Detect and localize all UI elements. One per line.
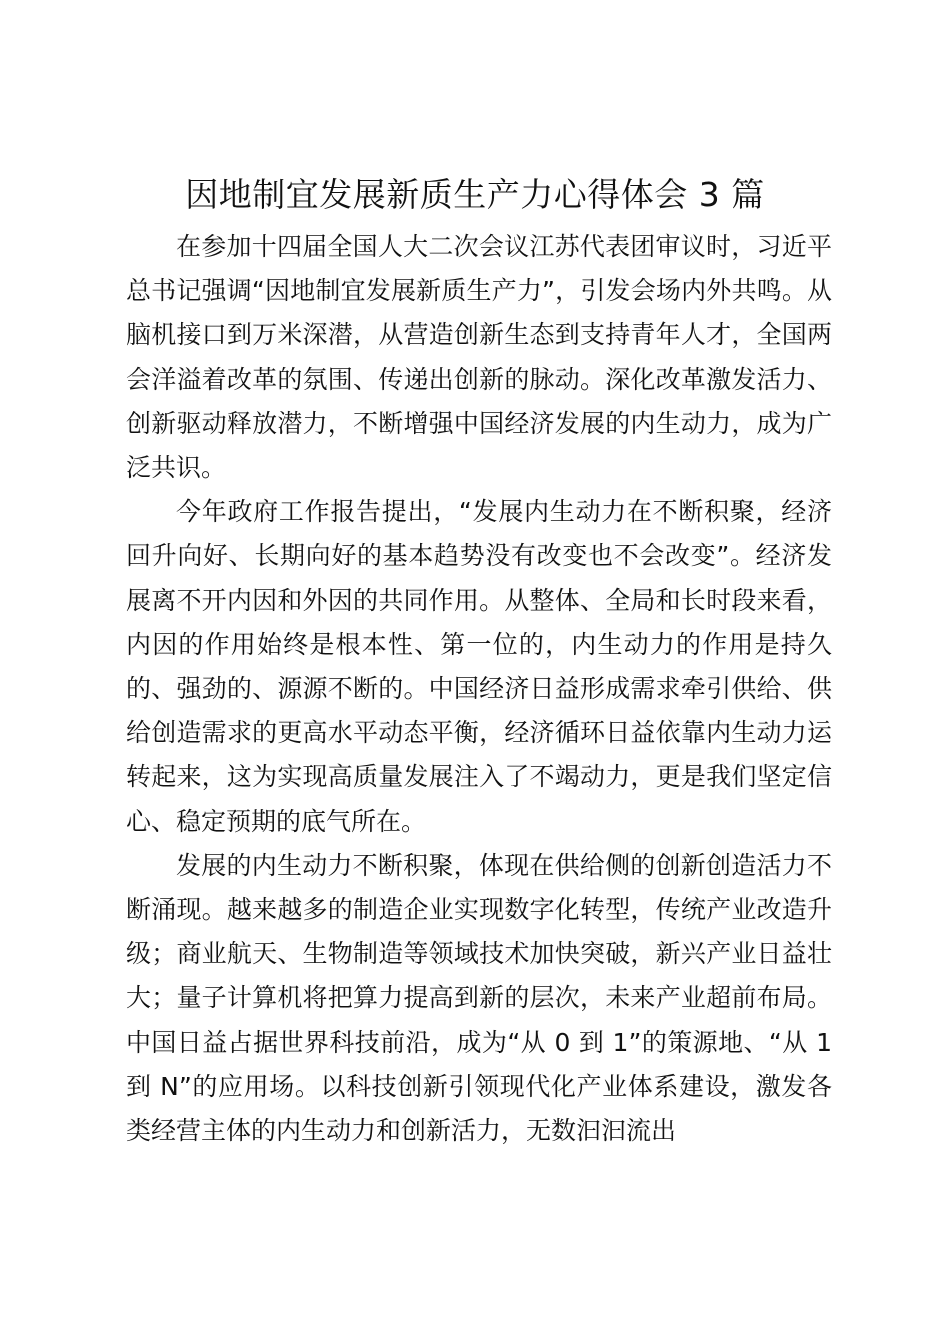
paragraph-3: 发展的内生动力不断积聚，体现在供给侧的创新创造活力不断涌现。越来越多的制造企业实现数字化转型，传统产业改造升级；商业航天、生物制造等领域技术加快突破，新兴产业日益壮大；量子计算机将把算力提高到新的层次，未来产业超前布局。中国日益占据世界科技前沿，成为“从 0 到 1”的策源地、“从 1 到 N”的应用场。以科技创新引领现代化产业体系建设，激发各类经营主体的内生动力和创新活力，无数汩汩流出 xyxy=(126,850,832,1146)
paragraph-1: 在参加十四届全国人大二次会议江苏代表团审议时，习近平总书记强调“因地制宜发展新质生产力”，引发会场内外共鸣。从脑机接口到万米深潜，从营造创新生态到支持青年人才，全国两会洋溢着改革的氛围、传递出创新的脉动。深化改革激发活力、创新驱动释放潜力，不断增强中国经济发展的内生动力，成为广泛共识。 xyxy=(126,232,832,483)
document-body xyxy=(126,225,832,1153)
document-title: 因地制宜发展新质生产力心得体会 3 篇 xyxy=(185,175,765,214)
paragraph-2: 今年政府工作报告提出，“发展内生动力在不断积聚，经济回升向好、长期向好的基本趋势没有改变也不会改变”。经济发展离不开内因和外因的共同作用。从整体、全局和长时段来看，内因的作用始终是根本性、第一位的，内生动力的作用是持久的、强劲的、源源不断的。中国经济日益形成需求牵引供给、供给创造需求的更高水平动态平衡，经济循环日益依靠内生动力运转起来，这为实现高质量发展注入了不竭动力，更是我们坚定信心、稳定预期的底气所在。 xyxy=(126,497,832,836)
